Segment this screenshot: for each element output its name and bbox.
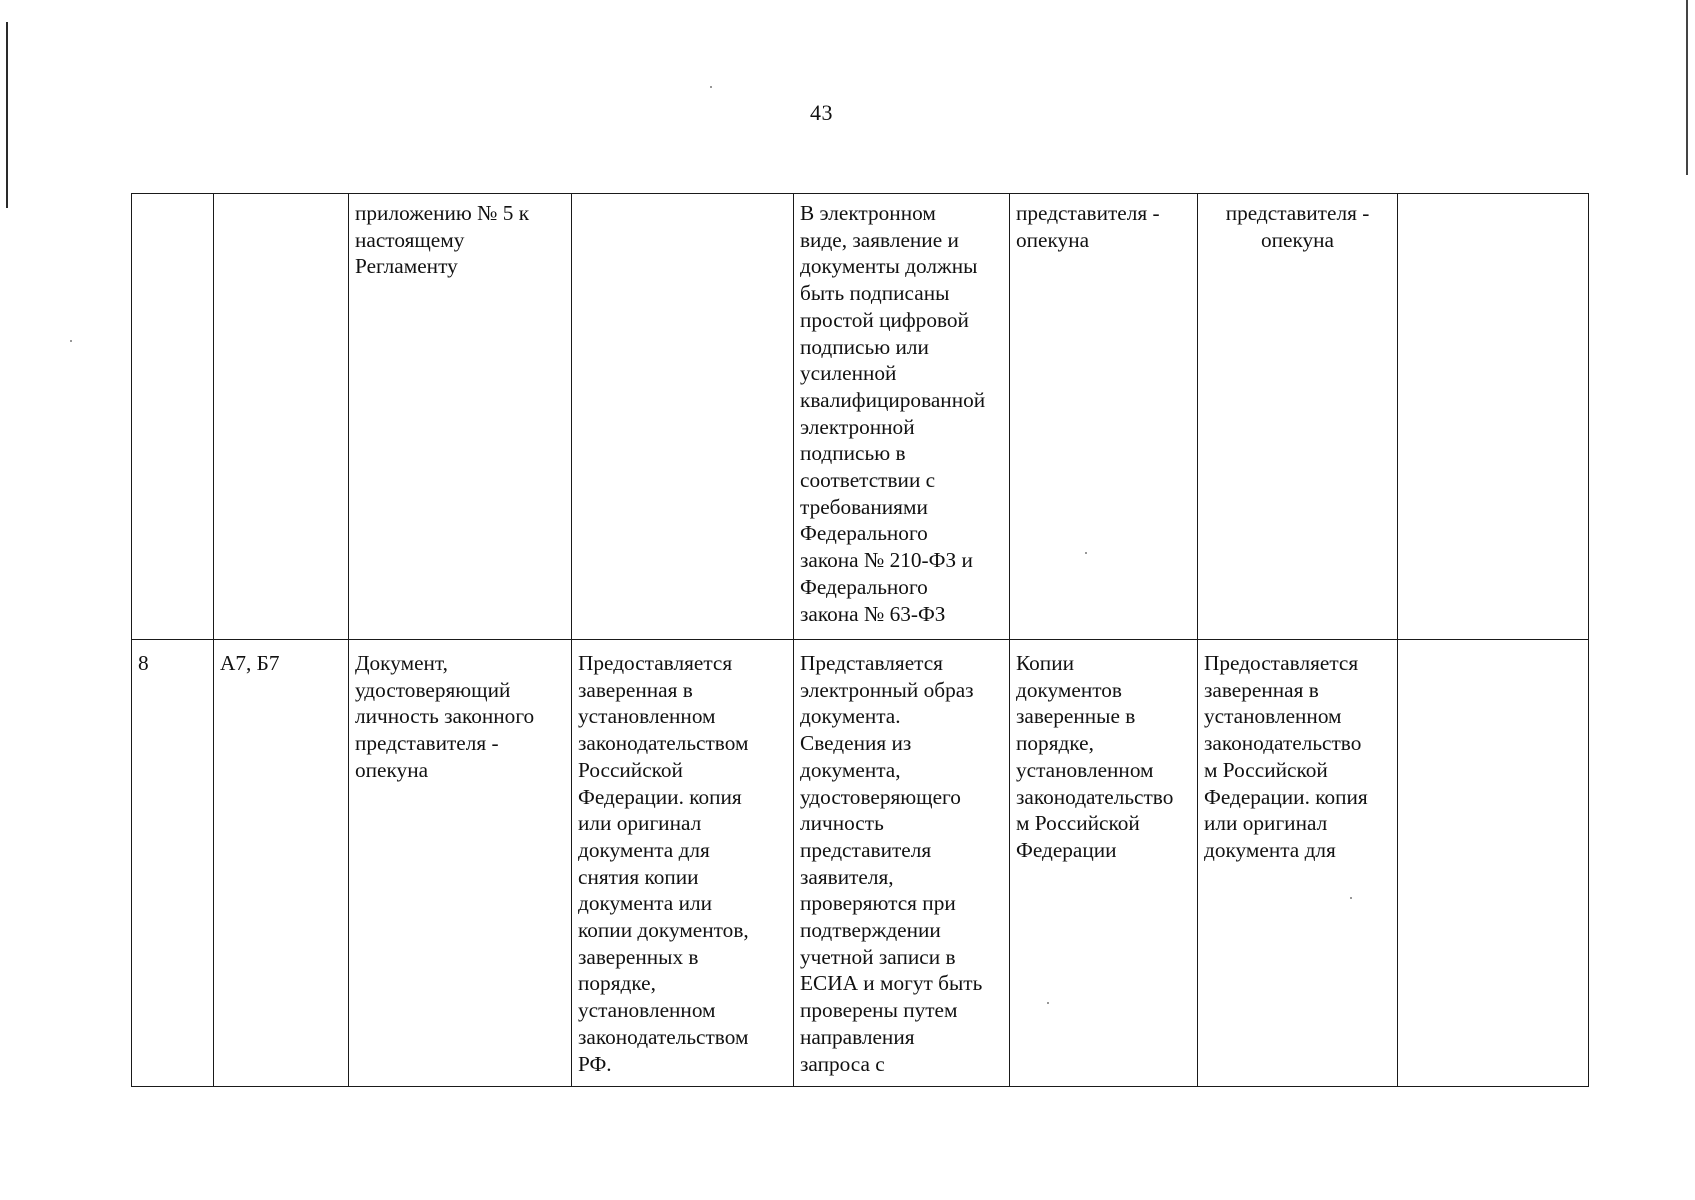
requirements-table xyxy=(131,193,1589,1087)
scan-speck xyxy=(1085,552,1087,554)
cell-column-8 xyxy=(1398,194,1589,640)
scan-margin-line-right xyxy=(1686,0,1688,175)
page-number: 43 xyxy=(810,100,833,125)
scan-speck xyxy=(710,86,712,88)
cell-electronic-submission: Представляется электронный образ документа. Сведения из документа, удостоверяющего личность представителя заявителя, проверяются при подтверждении учетной записи в ЕСИА и могут быть проверены путем направления запроса с xyxy=(794,640,1010,1087)
table-row xyxy=(132,640,1589,1087)
scan-speck xyxy=(1047,1002,1049,1004)
cell-column-7: Предоставляется заверенная в установленном законодательство м Российской Федерации. копия или оригинал документа для xyxy=(1198,640,1398,1087)
cell-column-6: представителя - опекуна xyxy=(1010,194,1198,640)
cell-code: А7, Б7 xyxy=(214,640,349,1087)
cell-code xyxy=(214,194,349,640)
cell-document-name: Документ, удостоверяющий личность законного представителя - опекуна xyxy=(349,640,572,1087)
table-row xyxy=(132,194,1589,640)
cell-column-7: представителя - опекуна xyxy=(1198,194,1398,640)
cell-document-name: приложению № 5 к настоящему Регламенту xyxy=(349,194,572,640)
scan-margin-line-left xyxy=(6,22,8,208)
cell-number: 8 xyxy=(132,640,214,1087)
cell-column-8 xyxy=(1398,640,1589,1087)
scan-speck xyxy=(70,340,72,342)
cell-paper-submission: Предоставляется заверенная в установленном законодательством Российской Федерации. копия или оригинал документа для снятия копии документа или копии документов, заверенных в порядке, установленном законодательством РФ. xyxy=(572,640,794,1087)
cell-number xyxy=(132,194,214,640)
cell-paper-submission xyxy=(572,194,794,640)
cell-electronic-submission: В электронном виде, заявление и документы должны быть подписаны простой цифровой подписью или усиленной квалифицированной электронной подписью в соответствии с требованиями Федерального закона № 210-ФЗ и Федерального закона № 63-ФЗ xyxy=(794,194,1010,640)
scan-speck xyxy=(1350,897,1352,899)
cell-column-6: Копии документов заверенные в порядке, установленном законодательство м Российской Федерации xyxy=(1010,640,1198,1087)
